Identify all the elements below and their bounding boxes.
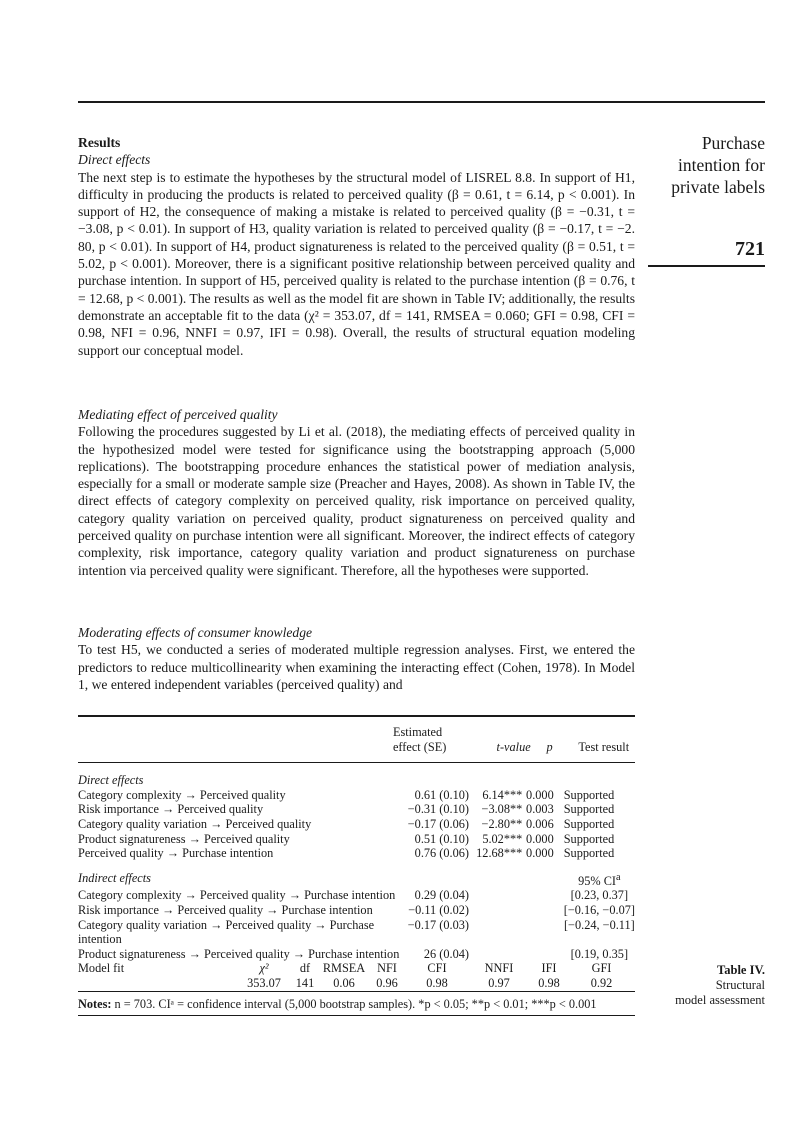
table-number: Table IV. [717,963,765,977]
ci-header: 95% $CI^a$ [578,871,621,888]
table-row: Category quality variation → Perceived quality → Purchase intention −0.17 (0.03) [−0.24, −0.11] [78,917,635,947]
table-row: Product signatureness → Perceived quality 0.51 (0.10) 5.02*** 0.000 Supported [78,831,615,846]
table-group-heading: Indirect effects 95% $CI^a$ [78,861,635,889]
table-bottom-rule [78,1015,635,1017]
header-test-result: Test result [578,739,630,754]
table-row: Perceived quality → Purchase intention 0.76 (0.06) 12.68*** 0.000 Supported [78,846,615,861]
running-title-line: private labels [671,177,765,197]
top-rule [78,101,765,103]
header-t-value: t-value [496,739,531,754]
table-header-row [78,717,635,762]
table-row: Risk importance → Perceived quality −0.31 (0.10) −3.08** 0.003 Supported [78,802,615,817]
model-fit-header-row: Model fit χ² df RMSEA NFI CFI NNFI IFI GFI [78,961,612,976]
body-paragraph: To test H5, we conducted a series of moderated multiple regression analyses. First, we entered the predictors to reduce multicollinearity when examining the interacting effect (Cohen, 1978). In Model 1, we entered independent variables (perceived quality) and [78,642,635,692]
running-title-line: Purchase [701,133,765,153]
table-row: Category quality variation → Perceived quality −0.17 (0.06) −2.80** 0.006 Supported [78,816,615,831]
subsection-heading: Moderating effects of consumer knowledge [78,625,313,640]
subsection-heading: Mediating effect of perceived quality [78,407,278,422]
results-section [78,134,635,359]
body-paragraph: Following the procedures suggested by Li et al. (2018), the mediating effects of perceived quality in the hypothesized model were tested for significance using the bootstrapping approach (5,000 replications). The bootstrapping procedure enhances the statistical power of mediation analysis, especially for a small or moderate sample size (Preacher and Hayes, 2008). As shown in Table IV, the direct effects of category complexity on perceived quality, risk importance on perceived quality, category quality variation on perceived quality, product signatureness on perceived quality and perceived quality on purchase intention were all significant. Moreover, the indirect effects of category complexity, risk importance, category quality variation and product signatureness on purchase intention via perceived quality were significant. Therefore, all the hypotheses were supported. [78,424,635,578]
running-title-line: intention for [678,155,765,175]
table-group-heading: Direct effects [78,773,144,788]
body-paragraph: The next step is to estimate the hypotheses by the structural model of LISREL 8.8. In support of H1, difficulty in producing the products is related to perceived quality (β = 0.61, t = 6.14, p < 0.001). In support of H2, the consequence of making a mistake is related to perceived quality (β = −0.31, t = −3.08, p < 0.01). In support of H3, quality variation is related to perceived quality (β = −0.17, t = −2. 80, p < 0.01). In support of H4, product signatureness is related to the perceived quality (β = 0.51, t = 5.02, p < 0.001). Moreover, there is a significant positive relationship between perceived quality and purchase intention. In support of H5, perceived quality is related to the purchase intention (β = 0.76, t = 12.68, p < 0.001). The results as well as the model fit are shown in Table IV; additionally, the results demonstrate an acceptable fit to the data (χ² = 353.07, df = 141, RMSEA = 0.060; GFI = 0.98, CFI = 0.98, NFI = 0.96, NNFI = 0.97, IFI = 0.98). Overall, the results of structural equation modeling support our conceptual model. [78,169,635,358]
table-row: Category complexity → Perceived quality → Purchase intention 0.29 (0.04) [0.23, 0.37] [78,888,629,903]
subsection-heading: Direct effects [78,152,151,168]
results-table [78,715,635,1016]
table-title-line: Structural [715,978,765,992]
table-caption [650,963,765,1008]
header-p: p [546,739,553,754]
header-estimate: Estimated effect (SE) [392,725,447,754]
running-title [640,132,765,198]
section-heading: Results [78,135,121,150]
page-number-rule [648,265,765,267]
table-title-line: model assessment [675,993,765,1007]
model-fit-values-row: 353.07 141 0.06 0.96 0.98 0.97 0.98 0.92 [247,976,613,990]
table-notes: Notes: n = 703. CIᵃ = confidence interval (5,000 bootstrap samples). *p < 0.05; **p < 0.01; ***p < 0.001 [78,996,597,1011]
table-row: Category complexity → Perceived quality 0.61 (0.10) 6.14*** 0.000 Supported [78,787,615,802]
table-row: Product signatureness → Perceived quality → Purchase intention 26 (0.04) [0.19, 0.35] [78,946,629,961]
page-number: 721 [735,238,765,260]
moderating-section [78,624,635,693]
table-row: Risk importance → Perceived quality → Purchase intention −0.11 (0.02) [−0.16, −0.07] [78,903,635,918]
mediating-section [78,406,635,579]
table-grid [78,717,635,762]
model-fit-table [78,961,635,990]
table-body [78,763,635,961]
